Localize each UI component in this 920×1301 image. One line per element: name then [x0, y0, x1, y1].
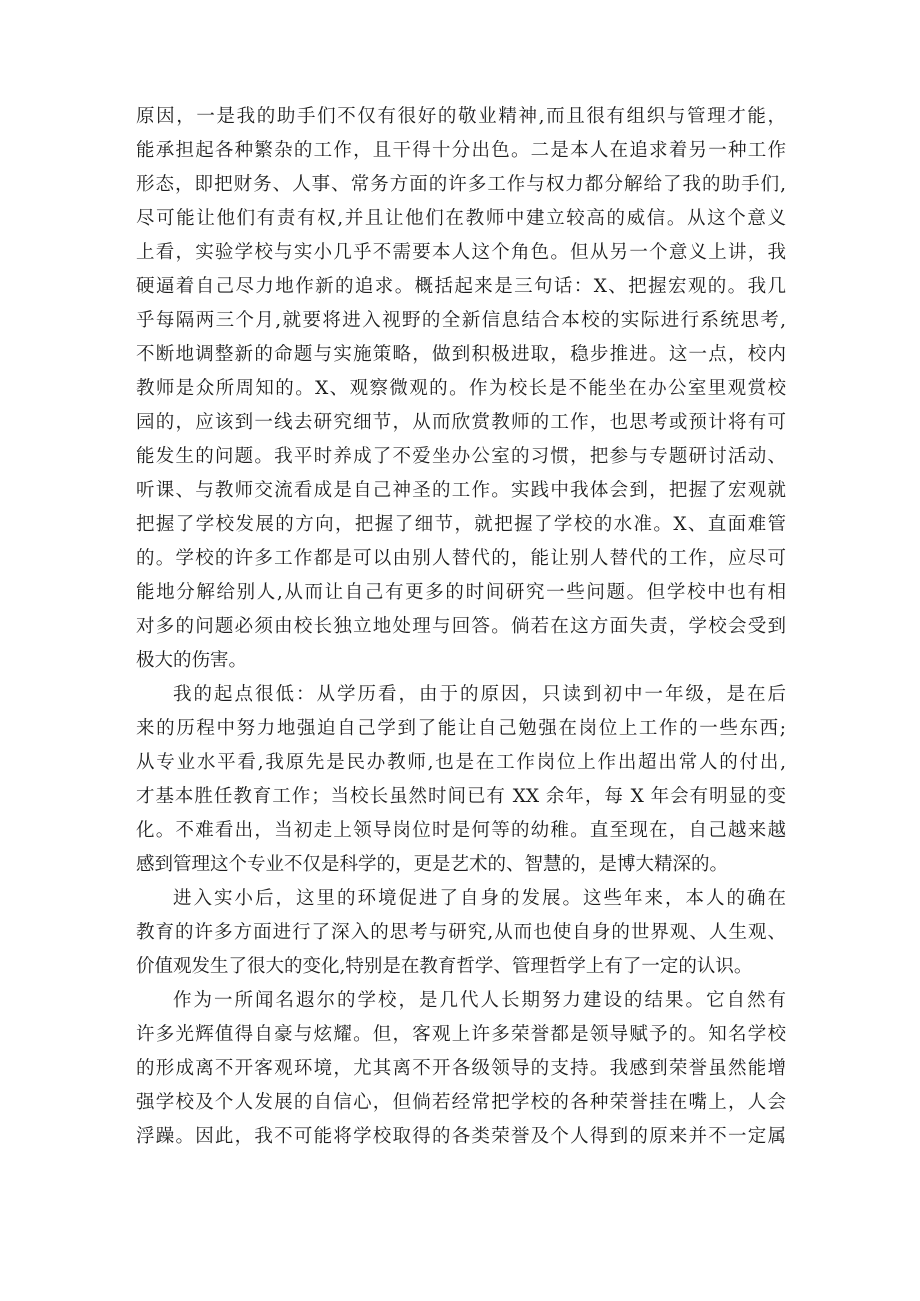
text-line: 我的起点很低：从学历看，由于的原因，只读到初中一年级，是在后: [173, 684, 786, 705]
text-line: 感到管理这个专业不仅是科学的，更是艺术的、智慧的，是博大精深的。: [136, 854, 729, 875]
text-line: 上看，实验学校与实小几乎不需要本人这个角色。但从另一个意义上讲，我: [136, 242, 786, 263]
text-line: 听课、与教师交流看成是自己神圣的工作。实践中我体会到，把握了宏观就: [136, 480, 786, 501]
text-line: 从专业水平看,我原先是民办教师,也是在工作岗位上作出超出常人的付出,: [136, 752, 786, 773]
text-line: 作为一所闻名遐尔的学校，是几代人长期努力建设的结果。它自然有: [173, 990, 786, 1011]
document-body: [136, 100, 786, 1154]
text-line: 才基本胜任教育工作；当校长虽然时间已有 XX 余年，每 X 年会有明显的变: [136, 786, 786, 807]
text-line: 不断地调整新的命题与实施策略，做到积极进取，稳步推进。这一点，校内: [136, 344, 786, 365]
text-line: 乎每隔两三个月,就要将进入视野的全新信息结合本校的实际进行系统思考,: [136, 310, 786, 331]
text-line: 对多的问题必须由校长独立地处理与回答。倘若在这方面失责，学校会受到: [136, 616, 786, 637]
text-line: 能发生的问题。我平时养成了不爱坐办公室的习惯，把参与专题研讨活动、: [136, 446, 786, 467]
paragraph: [136, 882, 786, 984]
paragraph: [136, 100, 786, 678]
text-line: 的形成离不开客观环境，尤其离不开各级领导的支持。我感到荣誉虽然能增: [136, 1058, 786, 1079]
text-line: 许多光辉值得自豪与炫耀。但，客观上许多荣誉都是领导赋予的。知名学校: [136, 1024, 786, 1045]
text-line: 能承担起各种繁杂的工作，且干得十分出色。二是本人在追求着另一种工作: [136, 140, 786, 161]
text-line: 能地分解给别人,从而让自己有更多的时间研究一些问题。但学校中也有相: [136, 582, 786, 603]
text-line: 把握了学校发展的方向，把握了细节，就把握了学校的水准。X、直面难管: [136, 514, 786, 535]
text-line: 的。学校的许多工作都是可以由别人替代的，能让别人替代的工作，应尽可: [136, 548, 786, 569]
text-line: 教师是众所周知的。X、观察微观的。作为校长是不能坐在办公室里观赏校: [136, 378, 786, 399]
text-line: 硬逼着自己尽力地作新的追求。概括起来是三句话：X、把握宏观的。我几: [136, 276, 786, 297]
paragraph: [136, 678, 786, 882]
text-line: 浮躁。因此，我不可能将学校取得的各类荣誉及个人得到的原来并不一定属: [136, 1126, 786, 1147]
text-line: 进入实小后，这里的环境促进了自身的发展。这些年来，本人的确在: [173, 888, 786, 909]
text-line: 来的历程中努力地强迫自己学到了能让自己勉强在岗位上工作的一些东西;: [136, 718, 786, 739]
text-line: 园的，应该到一线去研究细节，从而欣赏教师的工作，也思考或预计将有可: [136, 412, 786, 433]
text-line: 教育的许多方面进行了深入的思考与研究,从而也使自身的世界观、人生观、: [136, 922, 786, 943]
text-line: 极大的伤害。: [136, 650, 248, 671]
text-line: 化。不难看出，当初走上领导岗位时是何等的幼稚。直至现在，自己越来越: [136, 820, 786, 841]
text-line: 价值观发生了很大的变化,特别是在教育哲学、管理哲学上有了一定的认识。: [136, 956, 753, 977]
text-line: 尽可能让他们有责有权,并且让他们在教师中建立较高的威信。从这个意义: [136, 208, 786, 229]
text-line: 形态，即把财务、人事、常务方面的许多工作与权力都分解给了我的助手们,: [136, 174, 786, 195]
paragraph: [136, 984, 786, 1154]
text-line: 强学校及个人发展的自信心，但倘若经常把学校的各种荣誉挂在嘴上，人会: [136, 1092, 786, 1113]
text-line: 原因，一是我的助手们不仅有很好的敬业精神,而且很有组织与管理才能，: [136, 106, 786, 127]
